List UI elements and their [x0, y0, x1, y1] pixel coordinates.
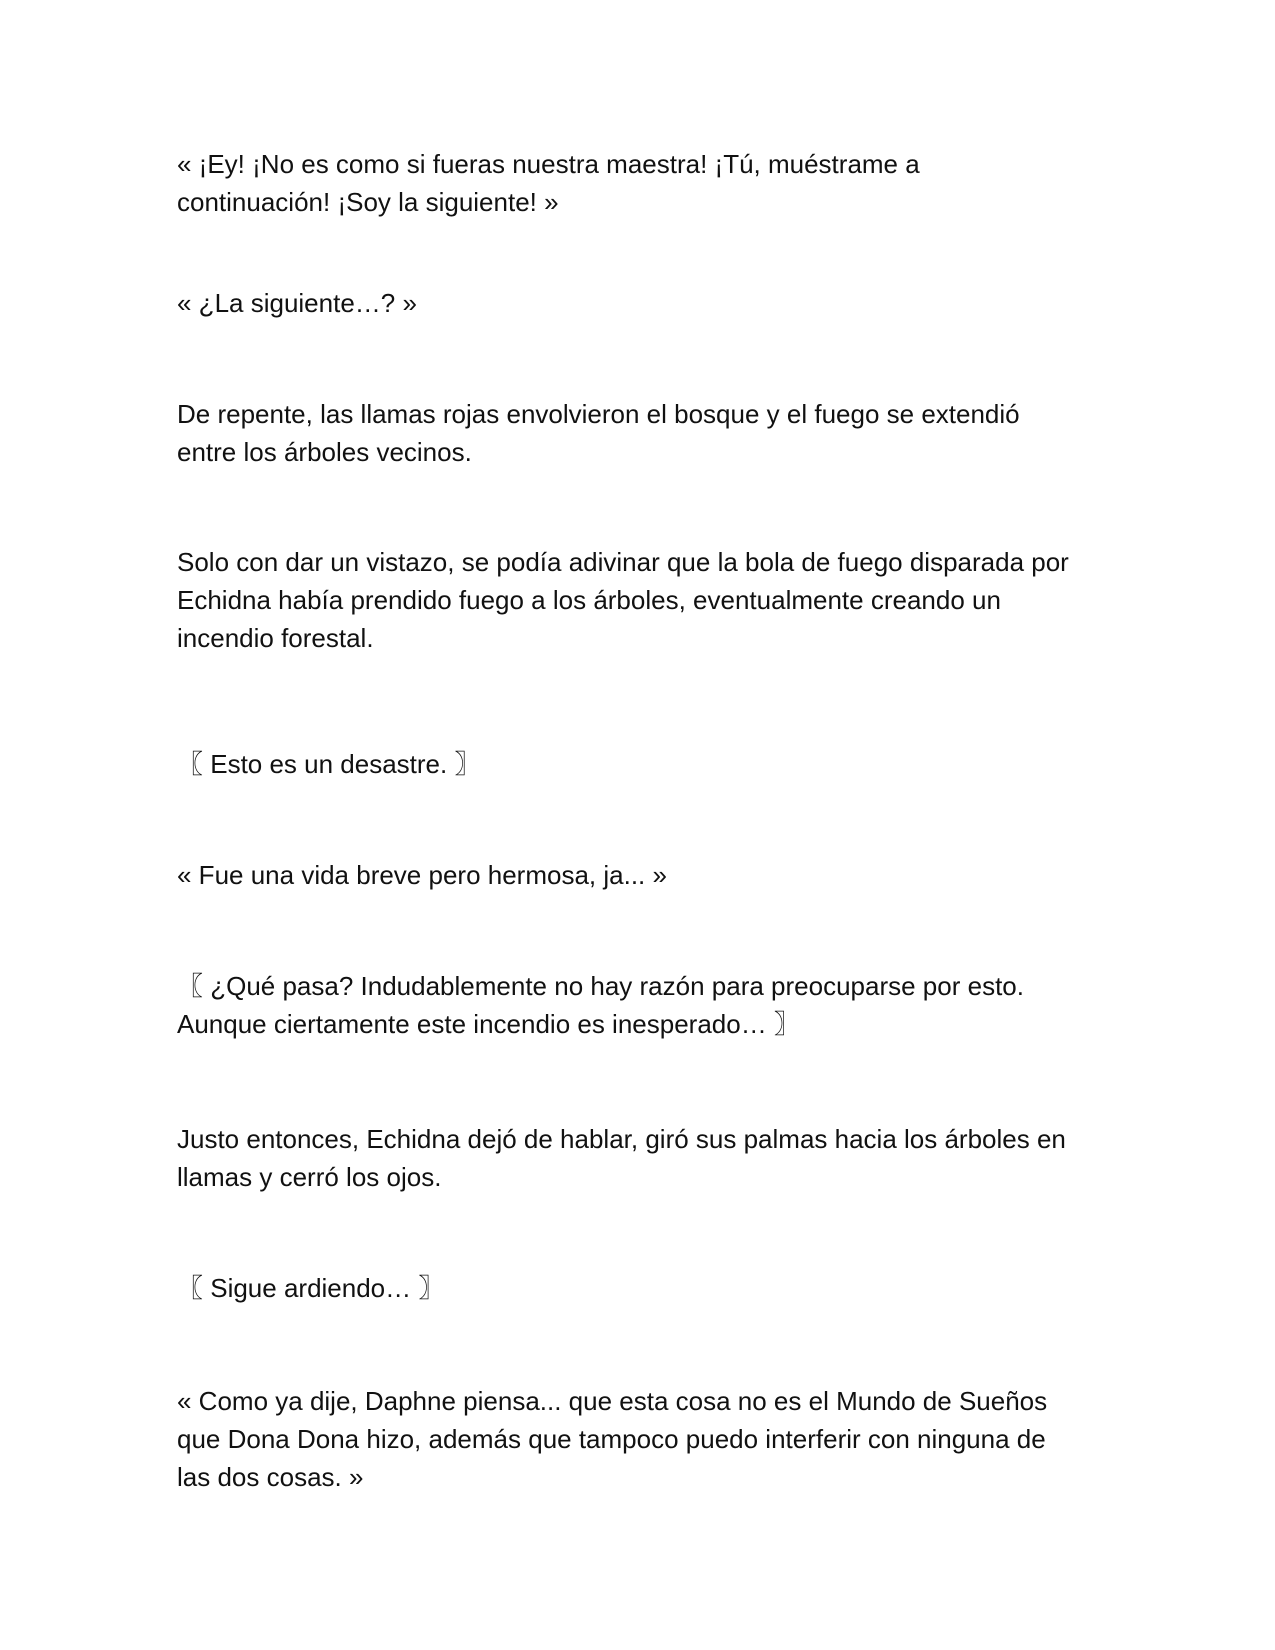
text-line: Solo con dar un vistazo, se podía adivinar que la bola de fuego disparada por — [177, 547, 1069, 577]
text-line: continuación! ¡Soy la siguiente! » — [177, 187, 559, 217]
paragraph-9 — [177, 1269, 1097, 1307]
paragraph-3 — [177, 395, 1097, 471]
text-line: 〖 ¿Qué pasa? Indudablemente no hay razón para preocuparse por esto. — [177, 971, 1024, 1001]
paragraph-7 — [177, 967, 1097, 1043]
paragraph-5 — [177, 745, 1097, 783]
text-line: Echidna había prendido fuego a los árboles, eventualmente creando un — [177, 585, 1001, 615]
text-line: « Como ya dije, Daphne piensa... que esta cosa no es el Mundo de Sueños — [177, 1386, 1048, 1416]
paragraph-10 — [177, 1382, 1097, 1496]
paragraph-1 — [177, 145, 1097, 221]
text-line: Aunque ciertamente este incendio es inesperado… 〗 — [177, 1009, 800, 1039]
text-line: Justo entonces, Echidna dejó de hablar, giró sus palmas hacia los árboles en — [177, 1124, 1066, 1154]
paragraph-6 — [177, 856, 1097, 894]
text-line: 〖 Esto es un desastre. 〗 — [177, 749, 481, 779]
text-line: 〖 Sigue ardiendo… 〗 — [177, 1273, 445, 1303]
text-line: « ¡Ey! ¡No es como si fueras nuestra maestra! ¡Tú, muéstrame a — [177, 149, 920, 179]
text-line: incendio forestal. — [177, 623, 374, 653]
text-line: las dos cosas. » — [177, 1462, 364, 1492]
text-line: « ¿La siguiente…? » — [177, 288, 417, 318]
paragraph-8 — [177, 1120, 1097, 1196]
text-line: « Fue una vida breve pero hermosa, ja... » — [177, 860, 667, 890]
text-line: llamas y cerró los ojos. — [177, 1162, 442, 1192]
text-line: entre los árboles vecinos. — [177, 437, 472, 467]
paragraph-4 — [177, 543, 1097, 657]
text-line: De repente, las llamas rojas envolvieron el bosque y el fuego se extendió — [177, 399, 1020, 429]
text-line: que Dona Dona hizo, además que tampoco puedo interferir con ninguna de — [177, 1424, 1046, 1454]
paragraph-2 — [177, 284, 1097, 322]
